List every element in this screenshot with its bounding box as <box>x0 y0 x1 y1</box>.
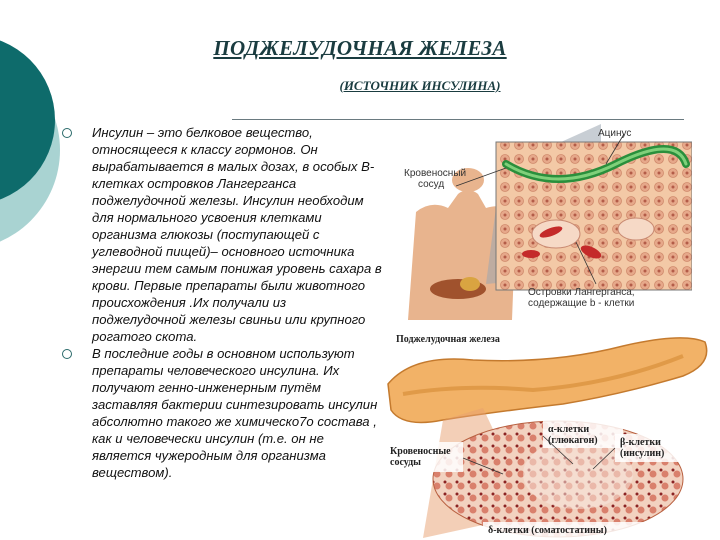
bullet-ring-icon <box>62 128 72 138</box>
pancreas-shape <box>388 338 707 423</box>
red-blood-cell <box>522 250 540 258</box>
bullet-item <box>62 124 382 345</box>
label-beta-cells: β-клетки (инсулин) <box>620 437 665 459</box>
label-acinus: Ацинус <box>598 128 632 139</box>
label-delta-cells: δ-клетки (соматостатины) <box>488 525 607 536</box>
bullet-text: В последние годы в основном используют препараты человеческого инсулина. Их получают генно-инженерным путём заставляя бактерии синтезировать инсулин абсолютно такого же химическо7о состава , как и человечески инсулин (т.е. он не является чужеродным для организма веществом). <box>92 346 378 480</box>
label-islets: Островки Лангерганса, содержащие b - клетки <box>528 287 635 309</box>
bullet-list <box>62 124 382 481</box>
slide-title: ПОДЖЕЛУДОЧНАЯ ЖЕЛЕЗА <box>213 36 507 60</box>
tissue-panel <box>496 142 692 290</box>
label-pancreas: Поджелудочная железа <box>396 334 500 345</box>
label-alpha-cells: α-клетки (глюкагон) <box>548 424 598 446</box>
bullet-text: Инсулин – это белковое вещество, относящееся к классу гормонов. Он вырабатывается в малых дозах, в особых B-клетках островков Лангерганса поджелудочной железы. Инсулин необходим для нормального усвоения клетками организма глюкозы (поступающей с углеводной пищей)– основного источника энергии тем самым понижая уровень сахара в крови. Первые препараты были животного происхождения .Их получали из поджелудочной железы свиньи или крупного рогатого скота. <box>92 125 382 344</box>
islet-shape <box>618 218 654 240</box>
label-vessel: Кровеносный сосуд <box>404 168 467 190</box>
bullet-item <box>62 345 382 481</box>
bullet-ring-icon <box>62 349 72 359</box>
slide-subtitle: (ИСТОЧНИК ИНСУЛИНА) <box>339 78 501 93</box>
title-divider <box>232 119 684 120</box>
liver-shape <box>460 277 480 291</box>
label-blood-vessels: Кровеносные сосуды <box>390 446 451 468</box>
